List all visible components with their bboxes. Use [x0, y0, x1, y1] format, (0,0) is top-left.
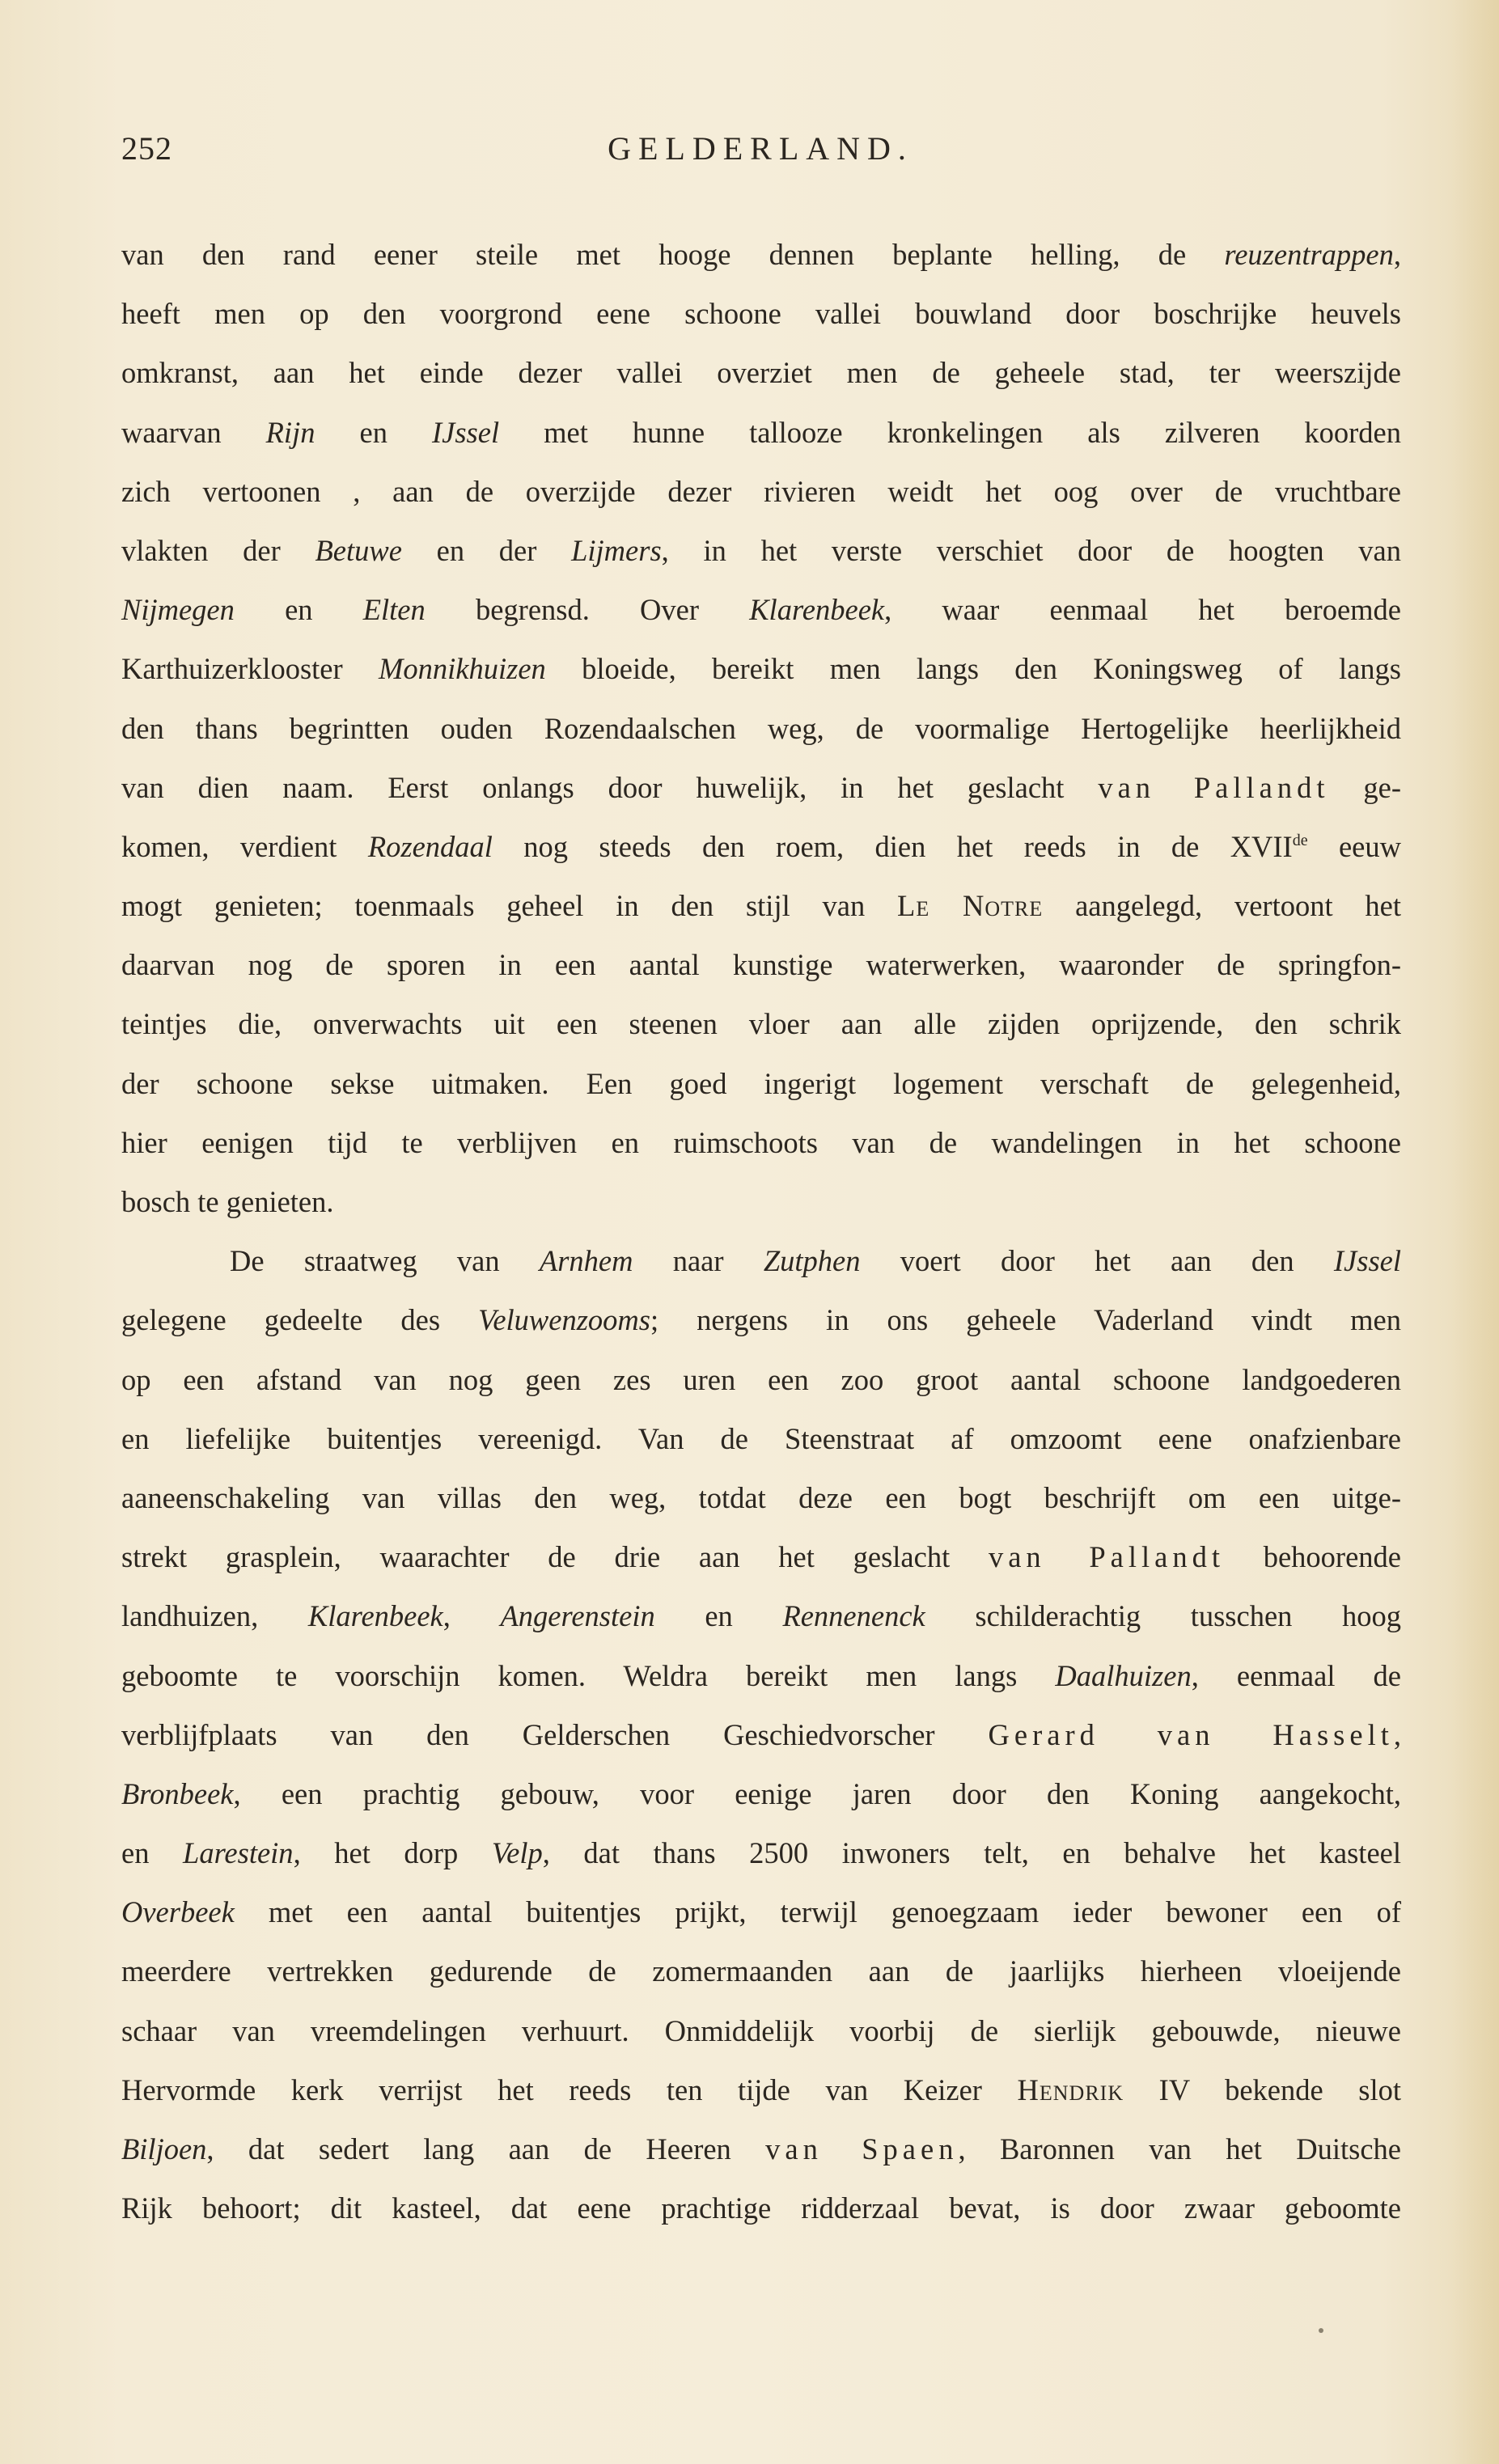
italic-name: Klarenbeek	[307, 1599, 443, 1633]
italic-name: IJssel	[431, 415, 500, 449]
text-line	[121, 1350, 1401, 1409]
text-run: voert door het aan den	[860, 1244, 1334, 1278]
text-line	[121, 1054, 1401, 1113]
page-header	[121, 129, 1399, 178]
text-line	[121, 1172, 1401, 1231]
italic-name: reuzentrappen	[1224, 238, 1394, 271]
text-line	[121, 1823, 1401, 1882]
text-run: , een prachtig gebouw, voor eenige jaren door den Koning aangekocht,	[233, 1776, 1401, 1810]
text-run: Rijk behoort; dit kasteel, dat eene prachtige ridderzaal bevat, is door zwaar geboomte	[121, 2191, 1401, 2225]
text-line	[121, 699, 1401, 758]
text-line	[121, 817, 1401, 876]
text-run: schaar van vreemdelingen verhuurt. Onmiddelijk voorbij de sierlijk gebouwde, nieuwe	[121, 2013, 1401, 2047]
text-line	[121, 1113, 1401, 1172]
spaced-name: van Pallandt	[988, 1540, 1225, 1574]
text-line	[121, 758, 1401, 817]
text-run: eeuw	[1307, 829, 1401, 863]
text-line	[121, 1941, 1401, 2000]
text-line	[121, 2001, 1401, 2060]
text-line	[121, 1231, 1401, 1290]
text-run: en	[234, 593, 363, 627]
spaced-name: van Pallandt	[1098, 770, 1330, 804]
italic-name: Angerenstein	[500, 1599, 655, 1633]
text-run: , dat thans 2500 inwoners telt, en behalve het kasteel	[542, 1836, 1401, 1870]
italic-name: Lijmers	[571, 533, 662, 567]
page-number: 252	[121, 130, 172, 167]
text-run: Hervormde kerk verrijst het reeds ten tijde van Keizer	[121, 2072, 1018, 2106]
text-run: met hunne tallooze kronkelingen als zilveren koorden	[499, 415, 1402, 449]
text-run: , eenmaal de	[1191, 1658, 1401, 1692]
italic-name: Rennenenck	[782, 1599, 925, 1633]
text-line	[121, 462, 1401, 521]
text-run: , in het verste verschiet door de hoogten van	[661, 533, 1401, 567]
text-run: en	[654, 1599, 783, 1633]
text-run: van den rand eener steile met hooge dennen beplante helling, de	[121, 238, 1225, 271]
text-line	[121, 284, 1401, 343]
text-line	[121, 994, 1401, 1053]
text-run: omkranst, aan het einde dezer vallei overziet men de geheele stad, ter weerszijde	[121, 356, 1401, 390]
text-run: vlakten der	[121, 533, 315, 567]
text-run: daarvan nog de sporen in een aantal kunstige waterwerken, waaronder de springfon-	[121, 948, 1401, 982]
text-line	[121, 1290, 1401, 1349]
text-run: naar	[633, 1244, 764, 1278]
page-edge-shading	[1450, 0, 1499, 2464]
text-run: landhuizen,	[121, 1599, 308, 1633]
text-run: en	[315, 415, 432, 449]
text-run: geboomte te voorschijn komen. Weldra bereikt men langs	[121, 1658, 1056, 1692]
text-line	[121, 1468, 1401, 1527]
italic-name: Rijn	[265, 415, 315, 449]
text-run: verblijfplaats van den Gelderschen Geschiedvorscher	[121, 1717, 989, 1751]
italic-name: Zutphen	[763, 1244, 861, 1278]
text-run: bloeide, bereikt men langs den Koningsweg of langs	[545, 652, 1401, 686]
text-run: van dien naam. Eerst onlangs door huwelijk, in het geslacht	[121, 770, 1099, 804]
text-line	[121, 2178, 1401, 2237]
text-run: ; nergens in ons geheele Vaderland vindt men	[650, 1303, 1401, 1337]
text-line	[121, 1586, 1401, 1645]
text-run: gelegene gedeelte des	[121, 1303, 479, 1337]
text-run: zich vertoonen , aan de overzijde dezer rivieren weidt het oog over de vruchtbare	[121, 474, 1401, 508]
text-run: behoorende	[1225, 1540, 1401, 1574]
text-run: aangelegd, vertoont het	[1043, 889, 1401, 923]
text-run: met een aantal buitentjes prijkt, terwijl genoegzaam ieder bewoner een of	[234, 1895, 1401, 1929]
text-line	[121, 225, 1401, 284]
text-run: , waar eenmaal het beroemde	[884, 593, 1401, 627]
small-caps-name: Hendrik	[1017, 2072, 1124, 2106]
text-run: den thans begrintten ouden Rozendaalschen weg, de voormalige Hertogelijke heerlijkheid	[121, 711, 1401, 745]
paper-speck	[1319, 2328, 1323, 2333]
superscript: de	[1292, 831, 1308, 849]
text-line	[121, 1527, 1401, 1586]
italic-name: Monnikhuizen	[379, 652, 546, 686]
italic-name: Overbeek	[121, 1895, 235, 1929]
text-run: ,	[1393, 1717, 1401, 1751]
text-run: en	[121, 1836, 184, 1870]
text-run: ,	[1393, 238, 1401, 271]
text-line	[121, 1646, 1401, 1705]
text-run: waarvan	[121, 415, 266, 449]
text-line	[121, 343, 1401, 402]
text-run: hier eenigen tijd te verblijven en ruimschoots van de wandelingen in het schoone	[121, 1125, 1401, 1159]
italic-name: Arnhem	[539, 1244, 633, 1278]
italic-name: IJssel	[1333, 1244, 1401, 1278]
italic-name: Larestein	[183, 1836, 294, 1870]
text-line	[121, 935, 1401, 994]
text-run: teintjes die, onverwachts uit een steenen vloer aan alle zijden oprijzende, den schrik	[121, 1007, 1401, 1041]
italic-name: Veluwenzooms	[478, 1303, 650, 1337]
text-run: meerdere vertrekken gedurende de zomermaanden aan de jaarlijks hierheen vloeijende	[121, 1954, 1401, 1988]
text-run: en liefelijke buitentjes vereenigd. Van de Steenstraat af omzoomt eene onafzienbare	[121, 1421, 1401, 1455]
text-run: heeft men op den voorgrond eene schoone vallei bouwland door boschrijke heuvels	[121, 297, 1401, 331]
italic-name: Bronbeek	[121, 1776, 234, 1810]
text-run: der schoone sekse uitmaken. Een goed ingerigt logement verschaft de gelegenheid,	[121, 1066, 1401, 1100]
text-run: De straatweg van	[230, 1244, 540, 1278]
text-run: op een afstand van nog geen zes uren een zoo groot aantal schoone landgoederen	[121, 1362, 1401, 1396]
spaced-name: Gerard van Hasselt	[988, 1717, 1394, 1751]
text-run: strekt grasplein, waarachter de drie aan het geslacht	[121, 1540, 989, 1574]
spaced-name: van Spaen	[765, 2132, 959, 2166]
text-run: nog steeds den roem, dien het reeds in de XVII	[492, 829, 1293, 863]
text-run: IV bekende slot	[1124, 2072, 1401, 2106]
text-run: bosch te genieten.	[121, 1185, 334, 1218]
italic-name: Biljoen	[121, 2132, 207, 2166]
text-line	[121, 1705, 1401, 1764]
text-run: , Baronnen van het Duitsche	[958, 2132, 1401, 2166]
text-line	[121, 1882, 1401, 1941]
small-caps-name: Le Notre	[897, 889, 1044, 923]
italic-name: Elten	[362, 593, 426, 627]
text-run: begrensd. Over	[425, 593, 750, 627]
text-line	[121, 876, 1401, 935]
text-line	[121, 2119, 1401, 2178]
italic-name: Daalhuizen	[1055, 1658, 1192, 1692]
italic-name: Nijmegen	[121, 593, 235, 627]
running-head: GELDERLAND.	[608, 130, 913, 167]
text-run: ,	[443, 1599, 501, 1633]
text-run: , het dorp	[293, 1836, 492, 1870]
text-line	[121, 639, 1401, 698]
text-run: Karthuizerklooster	[121, 652, 379, 686]
text-run: , dat sedert lang aan de Heeren	[206, 2132, 766, 2166]
italic-name: Rozendaal	[367, 829, 493, 863]
italic-name: Betuwe	[315, 533, 402, 567]
text-line	[121, 521, 1401, 580]
text-line	[121, 2060, 1401, 2119]
body-text	[121, 225, 1401, 2237]
text-run: ge-	[1329, 770, 1401, 804]
italic-name: Velp	[491, 1836, 543, 1870]
text-line	[121, 1409, 1401, 1468]
text-line	[121, 580, 1401, 639]
text-line	[121, 1764, 1401, 1823]
text-run: mogt genieten; toenmaals geheel in den stijl van	[121, 889, 898, 923]
text-line	[121, 403, 1401, 462]
italic-name: Klarenbeek	[749, 593, 885, 627]
text-run: schilderachtig tusschen hoog	[925, 1599, 1402, 1633]
text-run: en der	[401, 533, 572, 567]
text-run: aaneenschakeling van villas den weg, totdat deze een bogt beschrijft om een uitge-	[121, 1480, 1401, 1514]
text-run: komen, verdient	[121, 829, 368, 863]
